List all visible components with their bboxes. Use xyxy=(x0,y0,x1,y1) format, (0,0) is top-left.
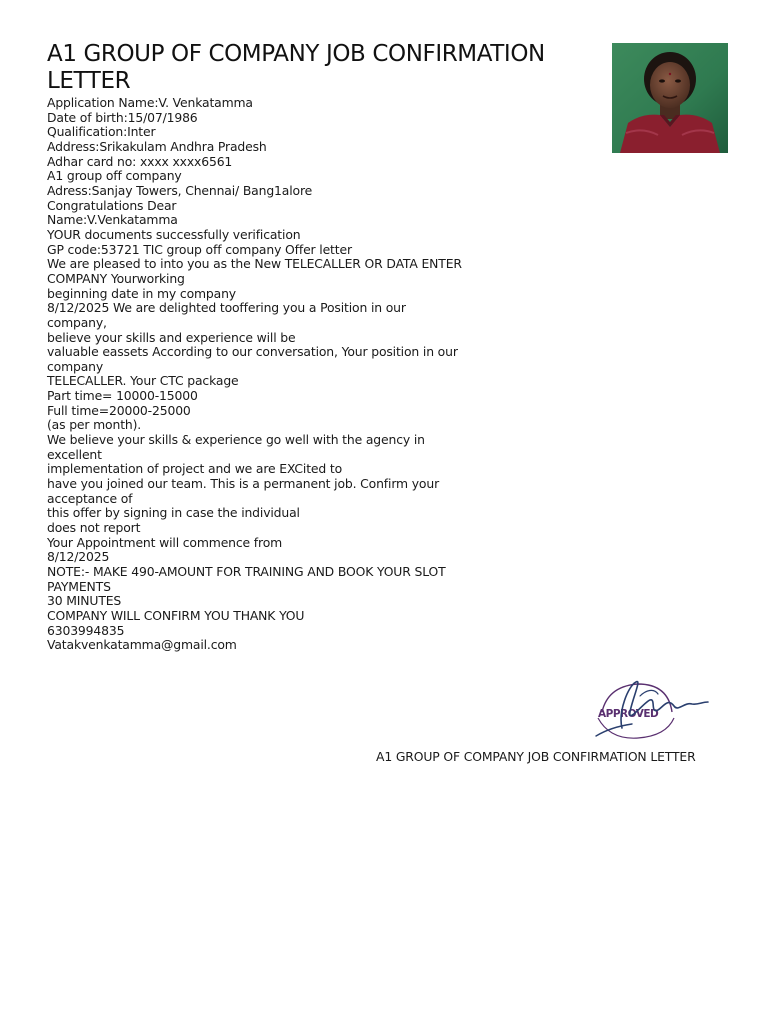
line-congratulations: Congratulations Dear xyxy=(47,197,177,213)
line-date-of-birth: Date of birth:15/07/1986 xyxy=(47,109,198,125)
line-believe-skills: believe your skills and experience will be xyxy=(47,329,296,345)
line-name: Name:V.Venkatamma xyxy=(47,212,178,228)
letter-body xyxy=(47,96,507,653)
line-thank-you: COMPANY WILL CONFIRM YOU THANK YOU xyxy=(47,607,305,623)
applicant-photo xyxy=(612,43,728,153)
line-per-month: (as per month). xyxy=(47,417,142,433)
line-acceptance: acceptance of xyxy=(47,490,133,506)
line-company: A1 group off company xyxy=(47,168,182,184)
letter-title: A1 GROUP OF COMPANY JOB CONFIRMATION LETTER xyxy=(47,41,545,94)
line-excellent: excellent xyxy=(47,446,102,462)
line-address: Address:Srikakulam Andhra Pradesh xyxy=(47,138,267,154)
line-pleased: We are pleased to into you as the New TELECALLER OR DATA ENTER xyxy=(47,256,462,272)
line-company-address: Adress:Sanjay Towers, Chennai/ Bang1alore xyxy=(47,182,313,198)
line-agency: We believe your skills & experience go well with the agency in xyxy=(47,432,425,448)
footer-letter-title: A1 GROUP OF COMPANY JOB CONFIRMATION LETTER xyxy=(376,749,696,764)
line-verification: YOUR documents successfully verification xyxy=(47,226,301,242)
line-full-time: Full time=20000-25000 xyxy=(47,402,191,418)
line-adhar-card: Adhar card no: xxxx xxxx6561 xyxy=(47,153,233,169)
line-minutes: 30 MINUTES xyxy=(47,593,122,609)
line-appointment: Your Appointment will commence from xyxy=(47,534,283,550)
line-applicant-name: Application Name:V. Venkatamma xyxy=(47,95,253,110)
line-delighted: 8/12/2025 We are delighted tooffering you a Position in our xyxy=(47,300,406,316)
signature-stamp xyxy=(588,672,714,744)
line-email: Vatakvenkatamma@gmail.com xyxy=(47,637,237,653)
line-signing: this offer by signing in case the individual xyxy=(47,505,300,521)
line-beginning-date: beginning date in my company xyxy=(47,285,236,301)
line-gp-code: GP code:53721 TIC group off company Offer letter xyxy=(47,241,352,257)
line-note: NOTE:- MAKE 490-AMOUNT FOR TRAINING AND BOOK YOUR SLOT xyxy=(47,564,446,579)
line-permanent-job: have you joined our team. This is a permanent job. Confirm your xyxy=(47,476,440,492)
line-company-comma: company, xyxy=(47,314,107,330)
line-qualification: Qualification:Inter xyxy=(47,124,156,140)
svg-text:APPROVED: APPROVED xyxy=(598,708,659,720)
line-valuable-assets: valuable eassets According to our conversation, Your position in our xyxy=(47,344,458,360)
line-implementation: implementation of project and we are EXCited to xyxy=(47,461,343,477)
line-commence-date: 8/12/2025 xyxy=(47,549,110,565)
line-not-report: does not report xyxy=(47,520,141,536)
line-company-working: COMPANY Yourworking xyxy=(47,270,185,286)
line-company-word: company xyxy=(47,358,104,374)
line-part-time: Part time= 10000-15000 xyxy=(47,388,198,404)
line-phone: 6303994835 xyxy=(47,622,125,638)
line-ctc-package: TELECALLER. Your CTC package xyxy=(47,373,239,389)
line-payments: PAYMENTS xyxy=(47,578,111,594)
